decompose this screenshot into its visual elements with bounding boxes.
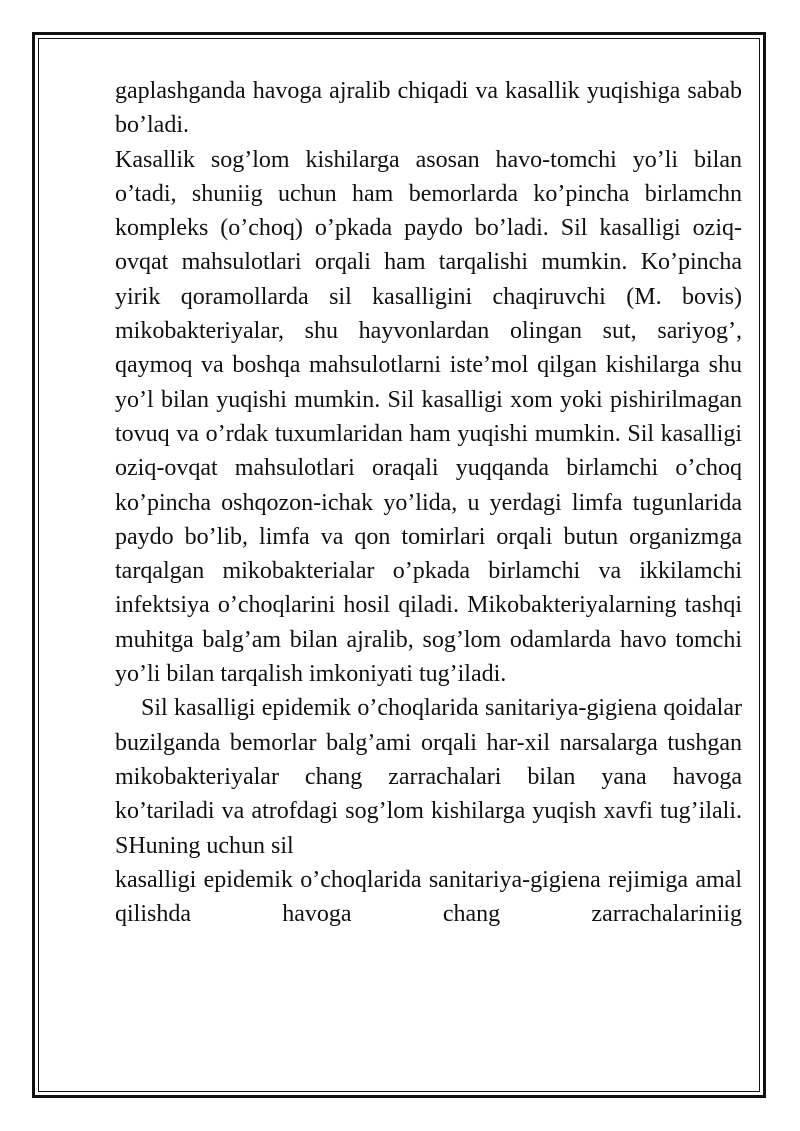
paragraph-2: Kasallik sog’lom kishilarga asosan havo-tomchi yo’li bilan o’tadi, shuniig uchun ham bemorlarda ko’pincha birlamchn kompleks (o’choq) o’pkada paydo bo’ladi. Sil kasalligi oziq-ovqat mahsulotlari orqali ham tarqalishi mumkin. Ko’pincha yirik qoramollarda sil kasalligini chaqiruvchi (M. bovis) mikobakteriyalar, shu hayvonlardan olingan sut, sariyog’, qaymoq va boshqa mahsulotlarni iste’mol qilgan kishilarga shu yo’l bilan yuqishi mumkin. Sil kasalligi xom yoki pishirilmagan tovuq va o’rdak tuxumlaridan ham yuqishi mumkin. Sil kasalligi oziq-ovqat mahsulotlari oraqali yuqqanda birlamchi o’choq ko’pincha oshqozon-ichak yo’lida, u yerdagi limfa tugunlarida paydo bo’lib, limfa va qon tomirlari orqali butun organizmga tarqalgan mikobakterialar o’pkada birlamchi va ikkilamchi infektsiya o’choqlarini hosil qiladi. Mikobakteriyalarning tashqi muhitga balg’am bilan ajralib, sog’lom odamlarda havo tomchi yo’li bilan tarqalish imkoniyati tug’iladi. — [115, 146, 742, 688]
paragraph-1: gaplashganda havoga ajralib chiqadi va kasallik yuqishiga sabab bo’ladi. — [115, 78, 742, 139]
document-body — [115, 74, 742, 931]
paragraph-4: kasalligi epidemik o’choqlarida sanitariya-gigiena rejimiga amal qilishda havoga chang zarrachalariniig — [115, 866, 742, 928]
paragraph-3: Sil kasalligi epidemik o’choqlarida sanitariya-gigiena qoidalar buzilganda bemorlar balg’ami orqali har-xil narsalarga tushgan mikobakteriyalar chang zarrachalari bilan yana havoga ko’tariladi va atrofdagi sog’lom kishilarga yuqish xavfi tug’ilali. SHuning uchun sil — [115, 695, 742, 859]
